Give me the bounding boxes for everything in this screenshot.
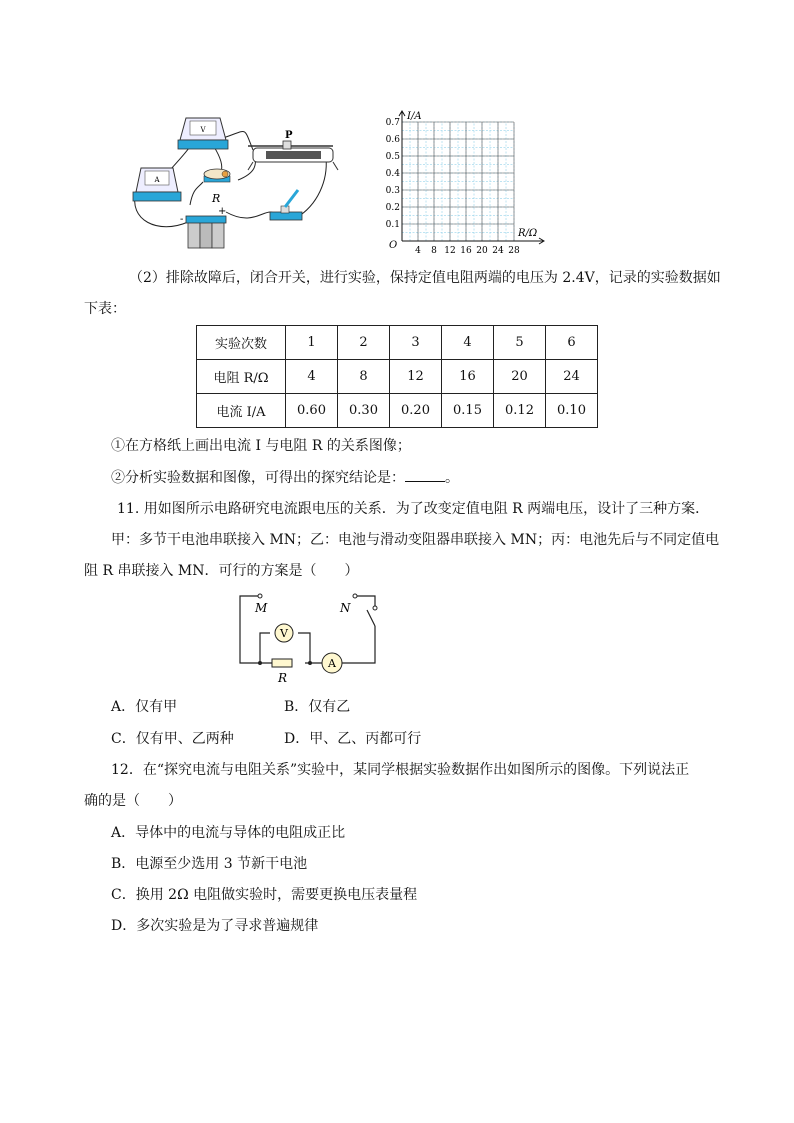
q10-item1: ①在方格纸上画出电流 I 与电阻 R 的关系图像；	[111, 438, 411, 454]
x-tick-label: 28	[508, 246, 520, 255]
table-cell: 20	[494, 360, 546, 394]
x-tick-label: 4	[415, 246, 421, 255]
y-tick-label: 0.5	[385, 152, 400, 162]
q10-item2-text: ②分析实验数据和图像，可得出的探究结论是：	[111, 470, 405, 486]
q10-part2-line2: 下表：	[84, 301, 126, 317]
table-cell: 0.60	[286, 394, 338, 428]
q12-option-c[interactable]: C．换用 2Ω 电阻做实验时，需要更换电压表量程	[111, 887, 418, 903]
circuit-r-label: R	[278, 671, 288, 685]
table-cell: 2	[338, 326, 390, 360]
table-cell: 1	[286, 326, 338, 360]
experiment-data-table	[196, 325, 598, 428]
table-cell: 5	[494, 326, 546, 360]
battery-icon	[180, 206, 226, 248]
table-row	[197, 326, 598, 360]
resistor-label: R	[212, 192, 221, 205]
q11-line1: 11. 用如图所示电路研究电流跟电压的关系．为了改变定值电阻 R 两端电压，设计了三种方案．	[117, 501, 710, 517]
q12-line1: 12．在“探究电流与电阻关系”实验中，某同学根据实验数据作出如图所示的图像。下列说法正	[111, 762, 690, 778]
q11-option-a[interactable]: A．仅有甲	[111, 699, 178, 715]
q11-circuit-diagram	[230, 588, 390, 688]
table-cell: 24	[546, 360, 598, 394]
circuit-a-label: A	[328, 657, 336, 670]
circuit-resistor-icon	[272, 659, 292, 667]
battery-plus-label: +	[218, 206, 227, 217]
circuit-voltmeter-icon	[275, 624, 293, 642]
q11-line3: 阻 R 串联接入 MN．可行的方案是（ ）	[84, 563, 359, 579]
voltmeter-icon	[178, 118, 228, 149]
voltmeter-label: V	[200, 126, 206, 134]
slide-rheostat-icon	[248, 130, 338, 170]
row-header-trial: 实验次数	[197, 326, 286, 360]
row-header-resistance: 电阻 R/Ω	[197, 360, 286, 394]
x-tick-label: 24	[492, 246, 504, 255]
experiment-apparatus-figure	[128, 110, 348, 255]
origin-label: O	[389, 240, 398, 251]
circuit-ammeter-icon	[322, 653, 342, 673]
q12-option-a[interactable]: A．导体中的电流与导体的电阻成正比	[111, 825, 346, 841]
row-header-current: 电流 I/A	[197, 394, 286, 428]
x-tick-label: 16	[460, 246, 472, 255]
q12-option-b[interactable]: B．电源至少选用 3 节新干电池	[111, 856, 308, 872]
q10-item2	[111, 467, 459, 488]
table-row	[197, 360, 598, 394]
circuit-v-label: V	[280, 627, 288, 640]
x-axis-label: R/Ω	[518, 228, 538, 239]
y-tick-label: 0.4	[385, 169, 400, 179]
table-cell: 4	[286, 360, 338, 394]
chart-ticks	[386, 118, 520, 255]
ammeter-icon	[133, 168, 181, 201]
y-tick-label: 0.3	[385, 186, 400, 196]
table-cell: 0.15	[442, 394, 494, 428]
q11-option-d[interactable]: D．甲、乙、丙都可行	[284, 731, 422, 747]
x-tick-label: 20	[476, 246, 488, 255]
table-cell: 0.10	[546, 394, 598, 428]
y-tick-label: 0.6	[385, 135, 400, 145]
y-axis-label: I/A	[407, 111, 422, 122]
table-cell: 6	[546, 326, 598, 360]
table-cell: 16	[442, 360, 494, 394]
q11-option-c[interactable]: C．仅有甲、乙两种	[111, 731, 234, 747]
q11-line2: 甲：多节干电池串联接入 MN；乙：电池与滑动变阻器串联接入 MN；丙：电池先后与不同定值电	[111, 532, 720, 548]
table-cell: 0.20	[390, 394, 442, 428]
chart-grid	[402, 122, 514, 241]
current-resistance-grid-chart	[385, 110, 545, 255]
table-cell: 12	[390, 360, 442, 394]
circuit-n-label: N	[340, 601, 351, 615]
q12-line2: 确的是（ ）	[84, 793, 182, 809]
slider-p-label: P	[285, 130, 293, 141]
resistor-icon	[204, 169, 230, 205]
table-row	[197, 394, 598, 428]
q10-part2-line1: （2）排除故障后，闭合开关，进行实验，保持定值电阻两端的电压为 2.4V，记录的实验数据如	[129, 270, 721, 286]
y-tick-label: 0.7	[385, 118, 400, 128]
answer-blank[interactable]	[405, 467, 445, 482]
table-cell: 0.12	[494, 394, 546, 428]
table-cell: 8	[338, 360, 390, 394]
table-cell: 4	[442, 326, 494, 360]
q10-item2-end: 。	[445, 470, 459, 486]
x-tick-label: 8	[431, 246, 437, 255]
y-tick-label: 0.2	[385, 203, 400, 213]
switch-icon	[270, 190, 302, 220]
q11-option-b[interactable]: B．仅有乙	[284, 699, 351, 715]
table-cell: 3	[390, 326, 442, 360]
y-tick-label: 0.1	[385, 220, 400, 230]
table-cell: 0.30	[338, 394, 390, 428]
ammeter-label: A	[154, 176, 160, 184]
circuit-m-label: M	[255, 601, 268, 615]
q12-option-d[interactable]: D．多次实验是为了寻求普遍规律	[111, 918, 319, 934]
x-tick-label: 12	[444, 246, 456, 255]
battery-minus-label: -	[180, 214, 184, 225]
